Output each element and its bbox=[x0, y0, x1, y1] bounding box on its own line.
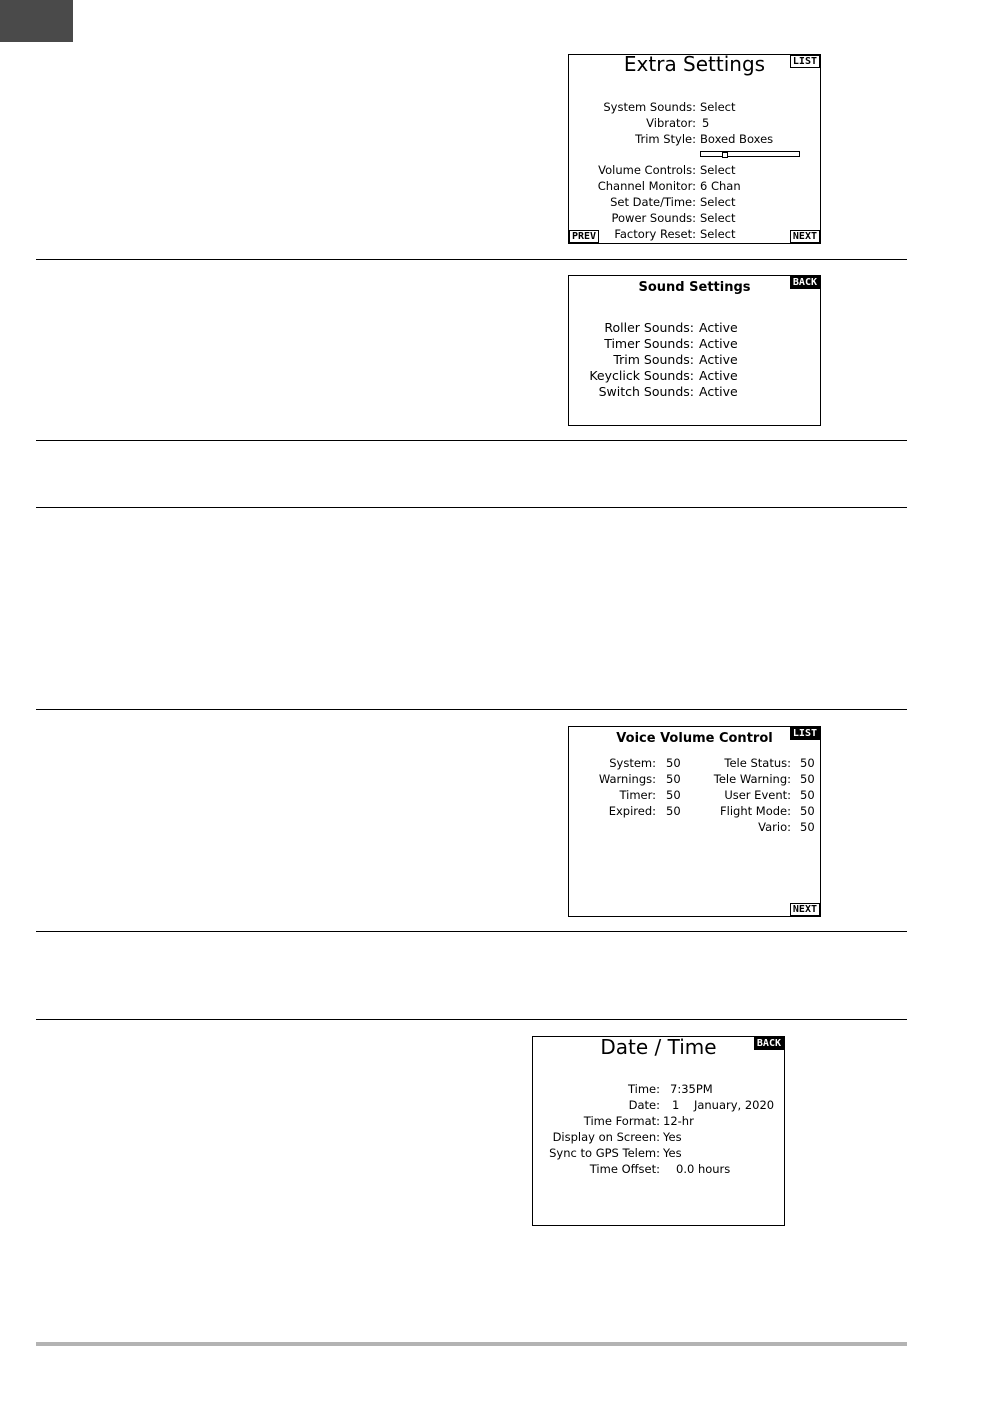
setting-value: Boxed Boxes bbox=[700, 132, 774, 146]
setting-row[interactable] bbox=[569, 352, 820, 368]
section-divider bbox=[36, 259, 907, 260]
prev-softkey[interactable]: PREV bbox=[569, 230, 599, 243]
volume-label: Tele Warning: bbox=[713, 772, 791, 786]
setting-value: Active bbox=[699, 320, 738, 335]
trim-preview-knob bbox=[722, 152, 728, 158]
section-divider bbox=[36, 507, 907, 508]
volume-label: Tele Status: bbox=[724, 756, 791, 770]
screen-title: Sound Settings bbox=[638, 280, 751, 295]
setting-value: Active bbox=[699, 336, 738, 351]
setting-label: Display on Screen: bbox=[552, 1130, 660, 1144]
volume-label: Warnings: bbox=[598, 772, 656, 786]
setting-row[interactable] bbox=[533, 1081, 784, 1097]
trim-preview-bar bbox=[700, 151, 800, 157]
setting-label: Time Format: bbox=[583, 1114, 660, 1128]
setting-row[interactable] bbox=[569, 162, 820, 178]
setting-row[interactable] bbox=[533, 1097, 784, 1113]
setting-row[interactable] bbox=[569, 99, 820, 115]
setting-value: Select bbox=[700, 211, 736, 225]
volume-row[interactable] bbox=[569, 787, 820, 803]
setting-value: Active bbox=[699, 368, 738, 383]
section-divider bbox=[36, 709, 907, 710]
section-divider bbox=[36, 440, 907, 441]
setting-value: 1 January, 2020 bbox=[672, 1098, 775, 1112]
volume-label: Flight Mode: bbox=[720, 804, 791, 818]
setting-label: Trim Sounds: bbox=[613, 352, 694, 367]
setting-row[interactable] bbox=[569, 115, 820, 131]
screen-title: Voice Volume Control bbox=[616, 731, 773, 746]
setting-label: Roller Sounds: bbox=[604, 320, 694, 335]
setting-row[interactable] bbox=[569, 320, 820, 336]
setting-label: Time Offset: bbox=[589, 1162, 660, 1176]
setting-value: 7:35PM bbox=[670, 1082, 713, 1096]
volume-value: 50 bbox=[666, 804, 681, 818]
setting-label: Channel Monitor: bbox=[597, 179, 696, 193]
setting-label: Timer Sounds: bbox=[604, 336, 694, 351]
setting-value: 6 Chan bbox=[700, 179, 741, 193]
setting-label: Volume Controls: bbox=[598, 163, 696, 177]
setting-row[interactable] bbox=[533, 1129, 784, 1145]
setting-value: Select bbox=[700, 227, 736, 241]
setting-value: Active bbox=[699, 384, 738, 399]
setting-label: Set Date/Time: bbox=[610, 195, 696, 209]
list-softkey[interactable]: LIST bbox=[790, 55, 820, 68]
setting-value: 5 bbox=[702, 116, 710, 130]
back-softkey[interactable]: BACK bbox=[754, 1037, 784, 1050]
setting-value: Yes bbox=[663, 1146, 682, 1160]
setting-label: Time: bbox=[627, 1082, 660, 1096]
setting-row[interactable] bbox=[569, 226, 820, 242]
volume-label: Expired: bbox=[608, 804, 656, 818]
setting-value: Yes bbox=[663, 1130, 682, 1144]
volume-row[interactable] bbox=[569, 803, 820, 819]
volume-value: 50 bbox=[666, 788, 681, 802]
setting-row[interactable] bbox=[569, 384, 820, 400]
setting-row[interactable] bbox=[569, 336, 820, 352]
next-softkey[interactable]: NEXT bbox=[790, 903, 820, 916]
setting-label: Vibrator: bbox=[646, 116, 696, 130]
setting-row[interactable] bbox=[569, 131, 820, 147]
section-divider bbox=[36, 931, 907, 932]
setting-value: Select bbox=[700, 100, 736, 114]
setting-label: System Sounds: bbox=[603, 100, 696, 114]
page-corner-tab bbox=[0, 0, 73, 42]
volume-value: 50 bbox=[666, 756, 681, 770]
setting-label: Keyclick Sounds: bbox=[589, 368, 694, 383]
volume-row[interactable] bbox=[569, 771, 820, 787]
setting-value: Select bbox=[700, 163, 736, 177]
volume-value: 50 bbox=[800, 772, 815, 786]
back-softkey[interactable]: BACK bbox=[790, 276, 820, 289]
footer-rule bbox=[36, 1342, 907, 1346]
setting-row[interactable] bbox=[533, 1145, 784, 1161]
setting-label: Switch Sounds: bbox=[598, 384, 694, 399]
screen-title: Date / Time bbox=[600, 1035, 717, 1059]
next-softkey[interactable]: NEXT bbox=[790, 230, 820, 243]
setting-value: Select bbox=[700, 195, 736, 209]
setting-label: Factory Reset: bbox=[614, 227, 696, 241]
volume-label: User Event: bbox=[724, 788, 791, 802]
volume-value: 50 bbox=[800, 804, 815, 818]
volume-row[interactable] bbox=[569, 819, 820, 835]
volume-label: System: bbox=[609, 756, 656, 770]
volume-value: 50 bbox=[666, 772, 681, 786]
setting-row[interactable] bbox=[533, 1113, 784, 1129]
volume-label: Vario: bbox=[758, 820, 791, 834]
setting-row[interactable] bbox=[569, 178, 820, 194]
setting-label: Power Sounds: bbox=[611, 211, 696, 225]
section-divider bbox=[36, 1019, 907, 1020]
setting-row[interactable] bbox=[569, 194, 820, 210]
volume-row[interactable] bbox=[569, 755, 820, 771]
setting-value: 0.0 hours bbox=[676, 1162, 731, 1176]
volume-value: 50 bbox=[800, 788, 815, 802]
setting-label: Date: bbox=[628, 1098, 660, 1112]
date-time-screen bbox=[532, 1036, 785, 1226]
voice-volume-screen bbox=[568, 726, 821, 917]
screen-title: Extra Settings bbox=[623, 52, 766, 76]
extra-settings-screen bbox=[568, 54, 821, 244]
volume-label: Timer: bbox=[619, 788, 656, 802]
setting-row[interactable] bbox=[533, 1161, 784, 1177]
volume-value: 50 bbox=[800, 756, 815, 770]
sound-settings-screen bbox=[568, 275, 821, 426]
setting-label: Sync to GPS Telem: bbox=[549, 1146, 660, 1160]
setting-label: Trim Style: bbox=[635, 132, 696, 146]
setting-value: 12-hr bbox=[663, 1114, 694, 1128]
list-softkey[interactable]: LIST bbox=[790, 727, 820, 740]
setting-row[interactable] bbox=[569, 368, 820, 384]
setting-row[interactable] bbox=[569, 210, 820, 226]
volume-value: 50 bbox=[800, 820, 815, 834]
setting-value: Active bbox=[699, 352, 738, 367]
